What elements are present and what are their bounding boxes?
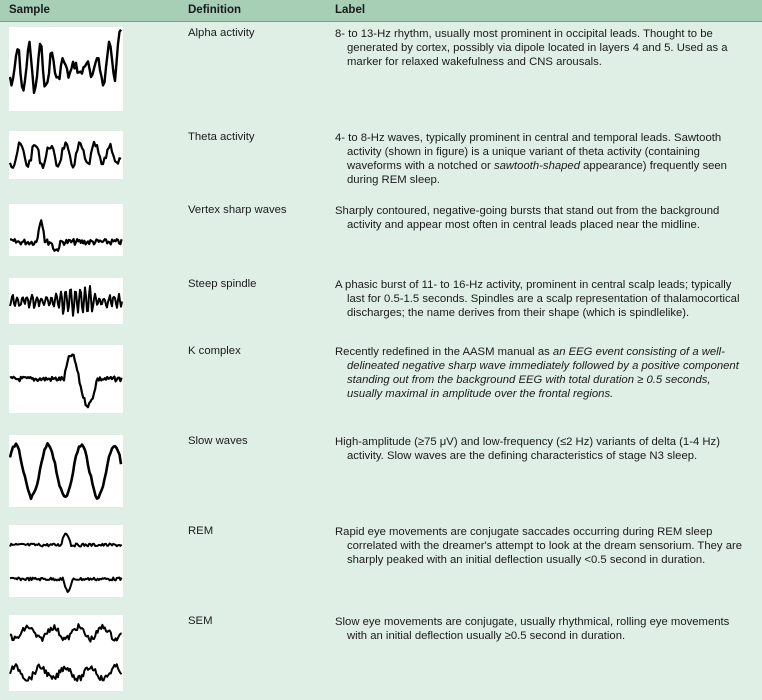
k-complex-waveform-icon [9, 345, 123, 413]
label-slow-waves: High-amplitude (≥75 μV) and low-frequency (≤2 Hz) variants of delta (1-4 Hz) activity. Slow waves are the defining characteristics of stage N3 sleep. [335, 436, 720, 462]
header-label: Label [335, 4, 366, 16]
slow-waveform-icon [9, 435, 123, 507]
header-definition: Definition [188, 4, 242, 16]
label-spindle: A phasic burst of 11- to 16-Hz activity, prominent in central scalp leads; typically last for 0.5-1.5 seconds. Spindles are a scalp representation of thalamocortical discharges; the name derives from their shape (which is spindlelike). [335, 279, 740, 319]
definition-theta: Theta activity [188, 131, 255, 143]
definition-spindle: Steep spindle [188, 278, 257, 290]
definition-alpha: Alpha activity [188, 27, 255, 39]
label-k-complex [335, 345, 747, 401]
definition-slow-waves: Slow waves [188, 435, 248, 447]
label-theta-part1: 4- to 8-Hz waves, typically prominent in central and temporal leads. Sawtooth activity (shown in figure) is a unique variant of theta activity (containing waveforms with a notched or [335, 132, 722, 172]
definition-rem: REM [188, 525, 214, 537]
definition-k-complex: K complex [188, 345, 241, 357]
definition-sem: SEM [188, 615, 213, 627]
label-sem: Slow eye movements are conjugate, usually rhythmical, rolling eye movements with an initial deflection usually ≥0.5 second in duration. [335, 616, 730, 642]
label-alpha: 8- to 13-Hz rhythm, usually most prominent in occipital leads. Thought to be generated by cortex, possibly via dipole located in layers 4 and 5. Used as a marker for relaxed wakefulness and CNS arousals. [335, 28, 728, 68]
header-sample: Sample [9, 4, 50, 16]
vertex-waveform-icon [9, 204, 123, 256]
label-theta-emphasis: sawtooth-shaped [493, 160, 580, 172]
label-theta-part2: appearance) frequently seen during REM sleep. [347, 160, 727, 186]
alpha-waveform-icon [9, 27, 123, 111]
definition-vertex: Vertex sharp waves [188, 204, 287, 216]
label-theta [335, 131, 747, 187]
theta-waveform-icon [9, 131, 123, 179]
label-rem: Rapid eye movements are conjugate saccades occurring during REM sleep correlated with the dreamer's attempt to look at the dream sensorium. They are sharply peaked with an initial deflection usually <0.5 second in duration. [335, 526, 743, 566]
table-header [0, 0, 762, 22]
label-k-complex-part1: Recently redefined in the AASM manual as [335, 346, 553, 358]
label-vertex: Sharply contoured, negative-going bursts that stand out from the background activity and appear most often in central leads placed near the midline. [335, 205, 720, 231]
rem-waveform-icon [9, 525, 123, 597]
sem-waveform-icon [9, 615, 123, 691]
label-k-complex-emphasis: an EEG event consisting of a well-delineated negative sharp wave immediately followed by a positive component standing out from the background EEG with total duration ≥ 0.5 seconds, usually maximal in amplitude over the frontal regions. [347, 346, 739, 400]
spindle-waveform-icon [9, 278, 123, 324]
